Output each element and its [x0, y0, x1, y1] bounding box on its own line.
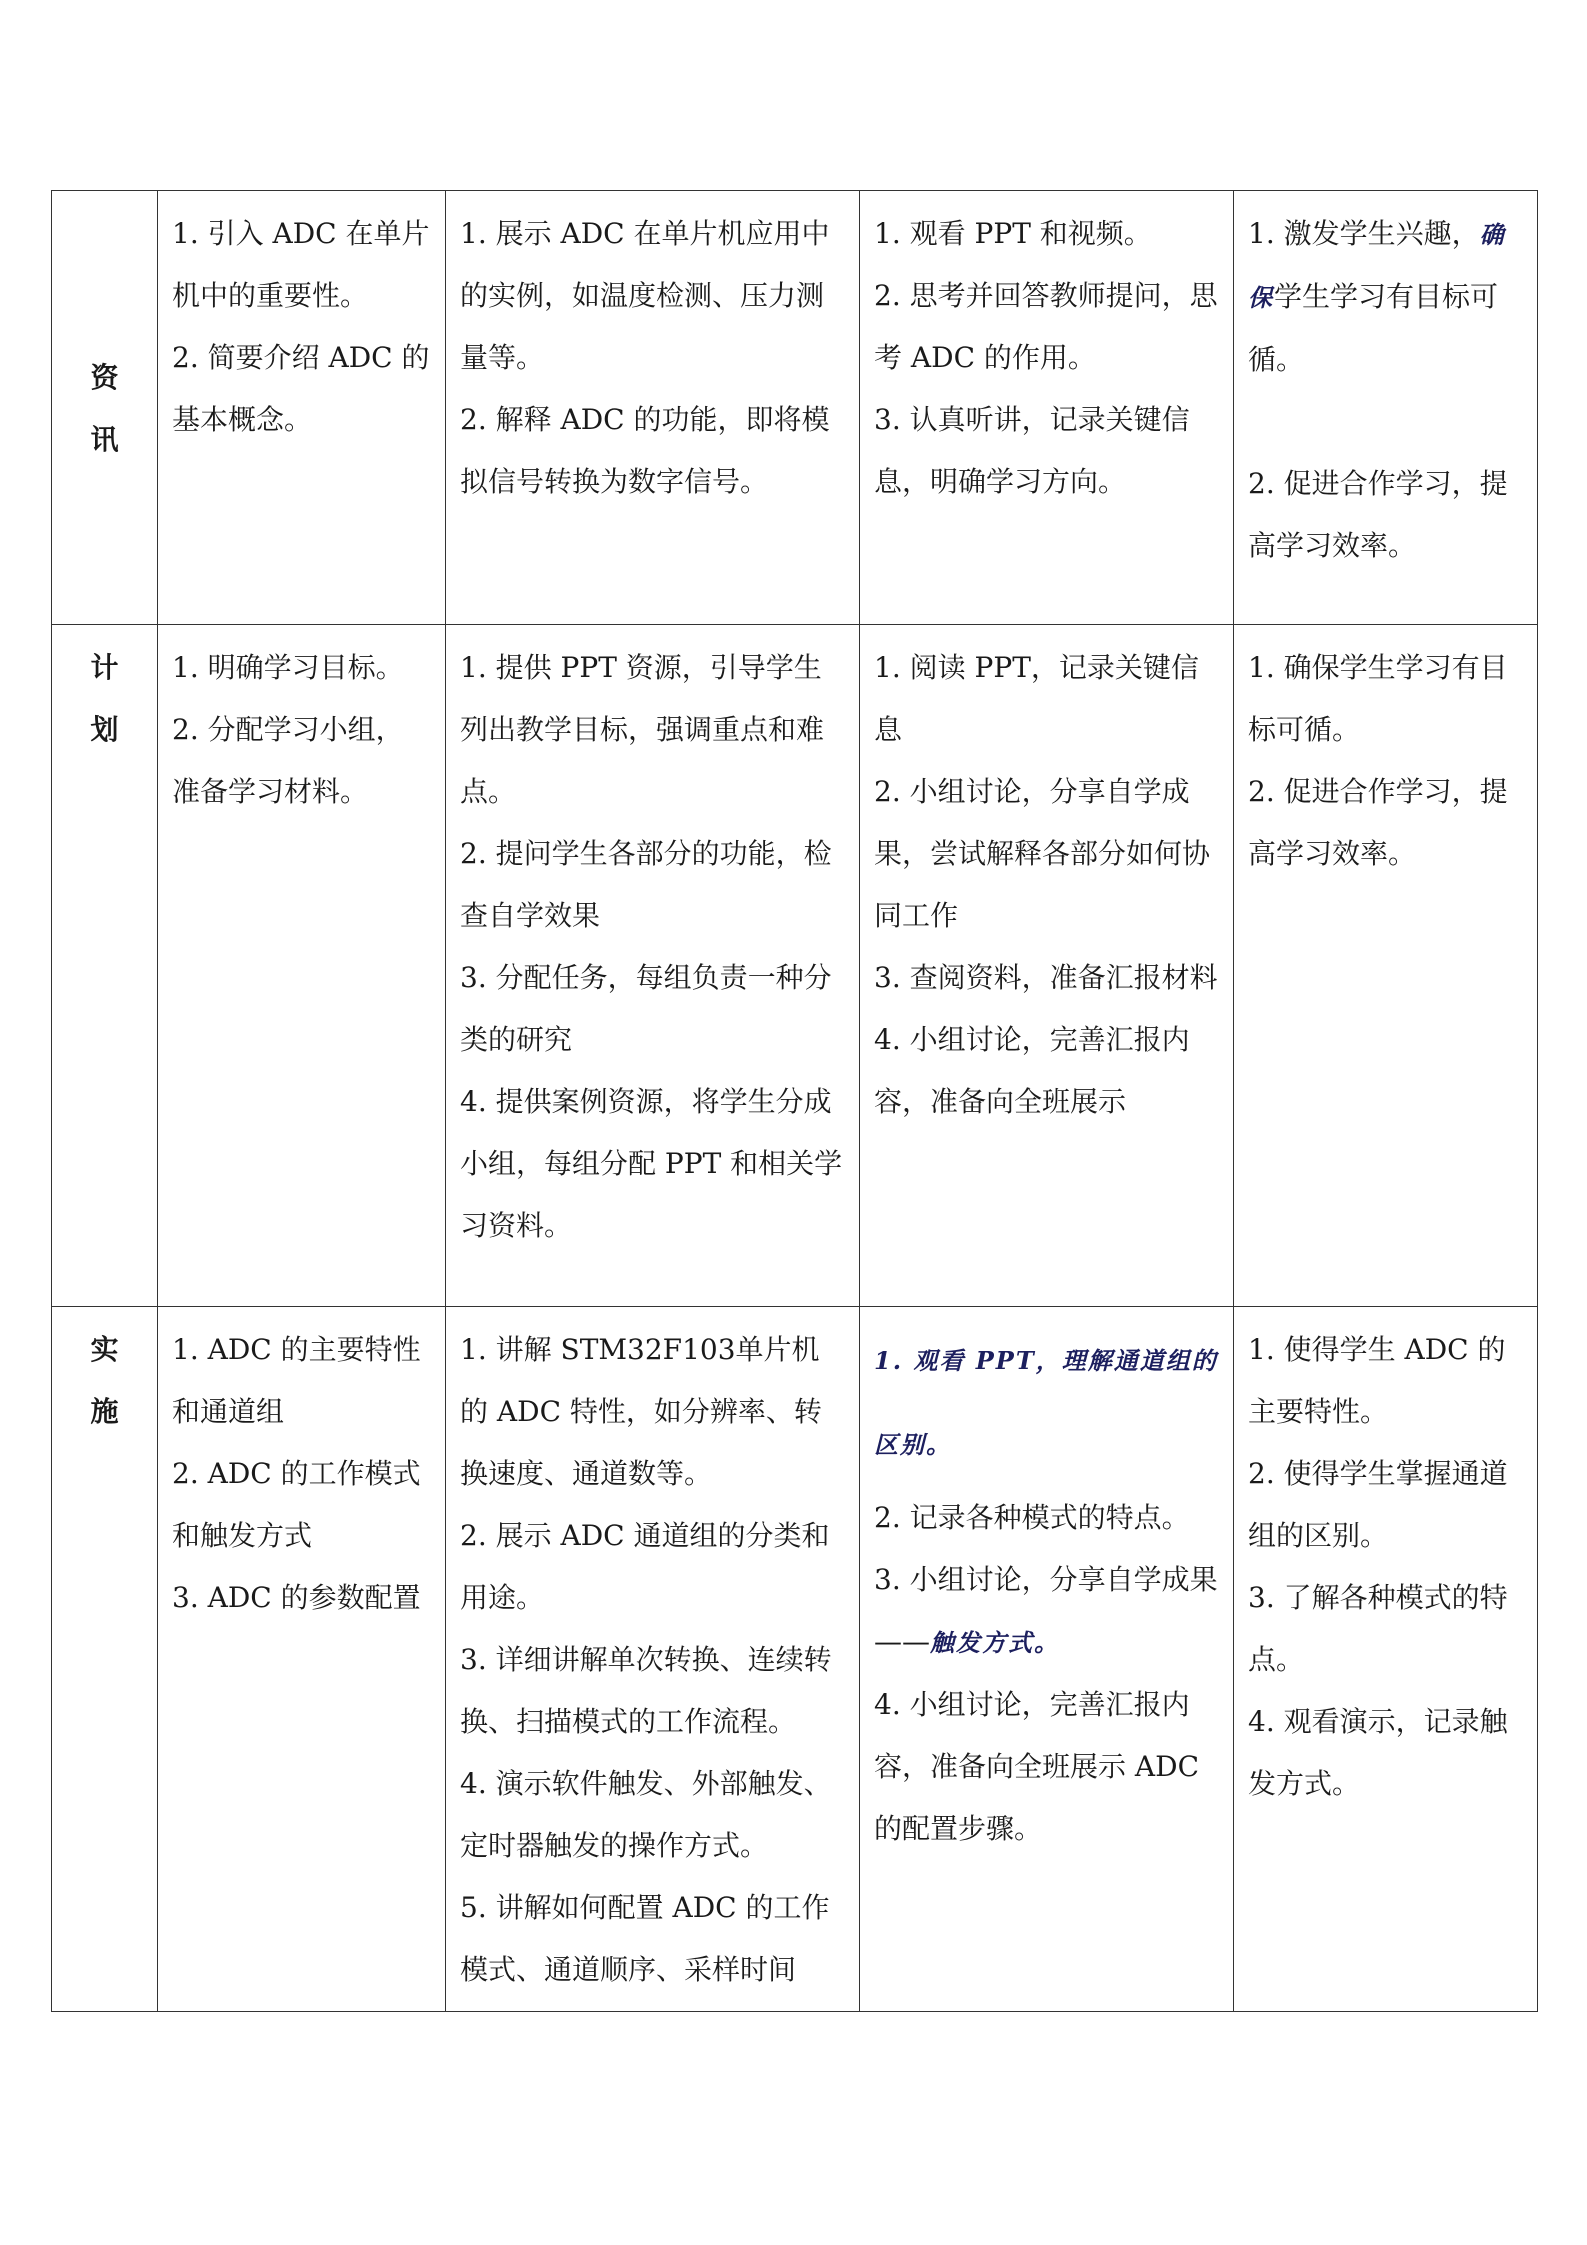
- list-item: 3. 认真听讲，记录关键信息，明确学习方向。: [874, 403, 1190, 498]
- list-item: 2. 促进合作学习，提高学习效率。: [1248, 775, 1508, 870]
- list-item: 2. 展示 ADC 通道组的分类和用途。: [460, 1519, 830, 1614]
- content-cell: [158, 191, 446, 625]
- list-item: [874, 1549, 1219, 1674]
- purpose-cell: [1234, 191, 1538, 625]
- content-cell: [158, 1307, 446, 2012]
- list-item: 2. 记录各种模式的特点。: [874, 1501, 1190, 1534]
- list-item: 4. 小组讨论，完善汇报内容，准备向全班展示: [874, 1023, 1190, 1118]
- list-item: 2. ADC 的工作模式和触发方式: [172, 1457, 421, 1552]
- list-item: 4. 提供案例资源，将学生分成小组，每组分配 PPT 和相关学习资料。: [460, 1085, 843, 1242]
- stage-label: 计: [90, 651, 119, 684]
- spacer: [1248, 391, 1523, 453]
- list-item: 2. 提问学生各部分的功能，检查自学效果: [460, 837, 832, 932]
- list-item: 3. 详细讲解单次转换、连续转换、扫描模式的工作流程。: [460, 1643, 832, 1738]
- list-item: 3. 分配任务，每组负责一种分类的研究: [460, 961, 832, 1056]
- list-item: 1. 阅读 PPT，记录关键信息: [874, 651, 1199, 746]
- student-activity-cell: [860, 191, 1234, 625]
- table-row: [52, 625, 1538, 1307]
- purpose-text: 1. 激发学生兴趣，: [1248, 217, 1480, 250]
- list-item: 1. 使得学生 ADC 的主要特性。: [1248, 1333, 1506, 1428]
- stage-label: 施: [90, 1395, 119, 1428]
- teacher-activity-cell: [446, 191, 860, 625]
- list-item: 2. 小组讨论，分享自学成果，尝试解释各部分如何协同工作: [874, 775, 1211, 932]
- student-activity-cell: [860, 1307, 1234, 2012]
- list-item: 3. 了解各种模式的特点。: [1248, 1581, 1508, 1676]
- stage-label: 讯: [90, 422, 119, 456]
- content-cell: [158, 625, 446, 1307]
- student-text: 3. 小组讨论，分享自学成果——: [874, 1563, 1218, 1658]
- purpose-text: 学生学习有目标可循。: [1248, 280, 1499, 376]
- purpose-cell: [1234, 625, 1538, 1307]
- list-item: 3. 查阅资料，准备汇报材料: [874, 961, 1218, 994]
- list-item: 2. 简要介绍 ADC 的基本概念。: [172, 341, 430, 436]
- list-item: 1. 确保学生学习有目标可循。: [1248, 651, 1508, 746]
- purpose-cell: [1234, 1307, 1538, 2012]
- handwritten-text: 触发方式。: [930, 1628, 1060, 1657]
- stage-label: 实: [90, 1333, 119, 1366]
- list-item: 2. 使得学生掌握通道组的区别。: [1248, 1457, 1508, 1552]
- student-activity-cell: [860, 625, 1234, 1307]
- handwritten-text: 1. 观看 PPT，理解通道组的区别。: [874, 1346, 1218, 1459]
- list-item: 1. ADC 的主要特性和通道组: [172, 1333, 421, 1428]
- stage-label: 划: [90, 713, 119, 746]
- list-item: 3. ADC 的参数配置: [172, 1581, 421, 1614]
- list-item: 2. 促进合作学习，提高学习效率。: [1248, 467, 1508, 562]
- list-item: 2. 分配学习小组，准备学习材料。: [172, 713, 404, 808]
- lesson-plan-table: [51, 190, 1538, 2012]
- table-row: [52, 1307, 1538, 2012]
- teacher-activity-cell: [446, 1307, 860, 2012]
- list-item: 4. 小组讨论，完善汇报内容，准备向全班展示 ADC 的配置步骤。: [874, 1688, 1199, 1845]
- list-item: 4. 演示软件触发、外部触发、定时器触发的操作方式。: [460, 1767, 832, 1862]
- list-item: 1. 引入 ADC 在单片机中的重要性。: [172, 217, 430, 312]
- list-item: 1. 明确学习目标。: [172, 651, 404, 684]
- list-item: 1. 提供 PPT 资源，引导学生列出教学目标，强调重点和难点。: [460, 651, 825, 808]
- stage-cell: [52, 1307, 158, 2012]
- stage-label: 资: [90, 360, 119, 394]
- list-item: [1248, 203, 1523, 391]
- list-item: 1. 观看 PPT 和视频。: [874, 217, 1152, 250]
- list-item: 2. 思考并回答教师提问，思考 ADC 的作用。: [874, 279, 1218, 374]
- list-item: 4. 观看演示，记录触发方式。: [1248, 1705, 1508, 1800]
- list-item: 2. 解释 ADC 的功能，即将模拟信号转换为数字信号。: [460, 403, 830, 498]
- list-item: 1. 展示 ADC 在单片机应用中的实例，如温度检测、压力测量等。: [460, 217, 830, 374]
- table-row: [52, 191, 1538, 625]
- list-item: 5. 讲解如何配置 ADC 的工作模式、通道顺序、采样时间: [460, 1891, 830, 1986]
- stage-cell: [52, 625, 158, 1307]
- handwritten-text: 确保: [1248, 220, 1506, 312]
- teacher-activity-cell: [446, 625, 860, 1307]
- list-item: 1. 讲解 STM32F103单片机的 ADC 特性，如分辨率、转换速度、通道数等。: [460, 1333, 822, 1490]
- stage-cell: [52, 191, 158, 625]
